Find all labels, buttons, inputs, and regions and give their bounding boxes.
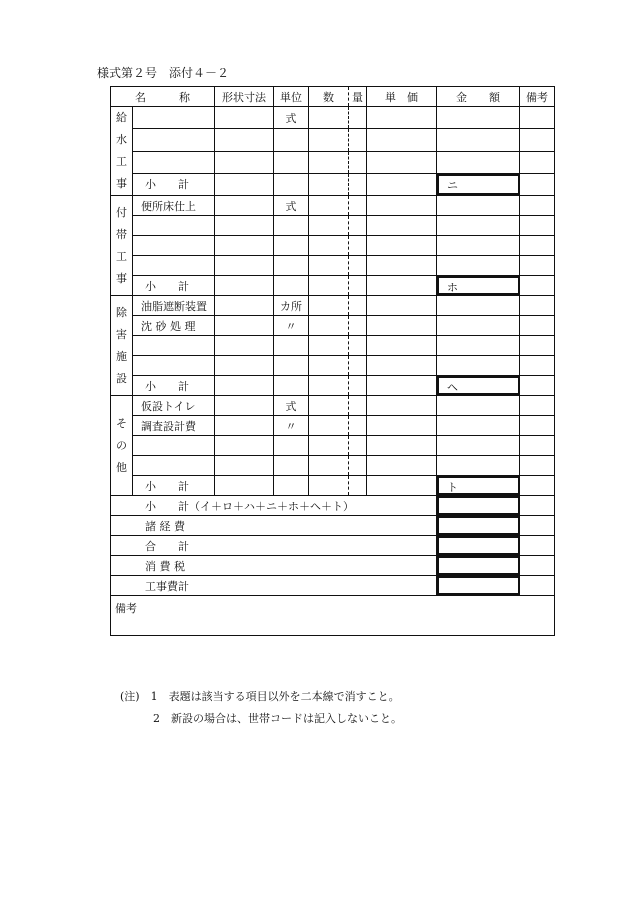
quantity-cell <box>309 436 349 456</box>
remarks-cell <box>520 316 555 336</box>
item-name: 油脂遮断装置 <box>133 296 215 316</box>
unit-cell <box>274 436 309 456</box>
amount-cell <box>437 336 520 356</box>
form-number-heading: 様式第２号 添付４－２ <box>97 66 230 80</box>
quantity-cell <box>309 276 349 296</box>
quantity-cell <box>309 336 349 356</box>
quantity-cell <box>309 456 349 476</box>
shape-cell <box>215 129 274 151</box>
remarks-cell <box>520 276 555 296</box>
quantity-cell <box>309 236 349 256</box>
unit-price-cell <box>367 456 437 476</box>
item-name <box>133 129 215 151</box>
item-name <box>133 256 215 276</box>
category-label <box>111 196 133 296</box>
item-row <box>111 129 555 151</box>
unit-cell <box>274 216 309 236</box>
unit-price-cell <box>367 151 437 173</box>
quantity-decimal-cell <box>349 316 367 336</box>
remarks-row <box>111 596 555 636</box>
item-row <box>111 336 555 356</box>
category-char: 事 <box>116 271 127 285</box>
remarks-cell <box>520 129 555 151</box>
subtotal-amount <box>437 173 520 195</box>
unit-price-cell <box>367 216 437 236</box>
category-char: 水 <box>116 133 127 146</box>
quantity-decimal-cell <box>349 196 367 216</box>
quantity-decimal-cell <box>349 436 367 456</box>
unit-cell <box>274 476 309 496</box>
item-name <box>133 456 215 476</box>
item-name <box>133 107 215 129</box>
total-amount <box>437 556 520 576</box>
quantity-cell <box>309 316 349 336</box>
category-char: 帯 <box>116 227 127 241</box>
category-char: の <box>116 438 127 452</box>
subtotal-row <box>111 276 555 296</box>
cost-breakdown-table <box>110 86 555 636</box>
category-char: 施 <box>116 349 127 363</box>
shape-cell <box>215 316 274 336</box>
item-name <box>133 336 215 356</box>
unit-cell <box>274 256 309 276</box>
header-unit-price: 単 価 <box>367 87 437 107</box>
shape-cell <box>215 256 274 276</box>
total-amount <box>437 536 520 556</box>
total-row <box>111 556 555 576</box>
total-amount-box <box>437 556 520 575</box>
total-amount <box>437 516 520 536</box>
total-amount-box <box>437 536 520 555</box>
remarks-cell <box>520 256 555 276</box>
item-row <box>111 216 555 236</box>
quantity-cell <box>309 151 349 173</box>
category-char: 事 <box>116 177 127 190</box>
total-label: 小 計（イ＋ロ＋ハ＋ニ＋ホ＋ヘ＋ト） <box>111 496 437 516</box>
unit-cell: 〃 <box>274 416 309 436</box>
category-char: 工 <box>116 249 127 263</box>
header-name: 名 称 <box>111 87 215 107</box>
quantity-decimal-cell <box>349 236 367 256</box>
remarks-cell <box>520 456 555 476</box>
category-label <box>111 396 133 496</box>
quantity-cell <box>309 476 349 496</box>
remarks-cell <box>520 416 555 436</box>
item-name: 沈 砂 処 理 <box>133 316 215 336</box>
subtotal-amount <box>437 376 520 396</box>
shape-cell <box>215 236 274 256</box>
item-row <box>111 107 555 129</box>
item-name <box>133 151 215 173</box>
total-amount <box>437 496 520 516</box>
item-name <box>133 216 215 236</box>
unit-cell <box>274 376 309 396</box>
category-char: 設 <box>116 371 127 385</box>
subtotal-amount <box>437 276 520 296</box>
quantity-decimal-cell <box>349 476 367 496</box>
header-unit: 単位 <box>274 87 309 107</box>
remarks-cell <box>520 296 555 316</box>
category-char: 工 <box>116 155 127 168</box>
unit-price-cell <box>367 236 437 256</box>
item-row <box>111 196 555 216</box>
quantity-decimal-cell <box>349 356 367 376</box>
remarks-label: 備考 <box>111 596 555 636</box>
remarks-cell <box>520 107 555 129</box>
unit-cell <box>274 173 309 195</box>
remarks-cell <box>520 576 555 596</box>
unit-price-cell <box>367 256 437 276</box>
subtotal-label: 小 計 <box>133 276 215 296</box>
category-char: 除 <box>116 305 127 319</box>
total-amount <box>437 576 520 596</box>
amount-cell <box>437 396 520 416</box>
shape-cell <box>215 476 274 496</box>
quantity-cell <box>309 396 349 416</box>
quantity-decimal-cell <box>349 336 367 356</box>
remarks-cell <box>520 476 555 496</box>
total-row <box>111 516 555 536</box>
total-amount-box <box>437 496 520 515</box>
quantity-decimal-cell <box>349 256 367 276</box>
item-name: 仮設トイレ <box>133 396 215 416</box>
item-row <box>111 416 555 436</box>
remarks-cell <box>520 356 555 376</box>
item-row <box>111 396 555 416</box>
unit-price-cell <box>367 107 437 129</box>
header-row <box>111 87 555 107</box>
unit-price-cell <box>367 396 437 416</box>
unit-cell <box>274 151 309 173</box>
subtotal-label: 小 計 <box>133 476 215 496</box>
item-name: 便所床仕上 <box>133 196 215 216</box>
amount-cell <box>437 256 520 276</box>
unit-cell: 式 <box>274 107 309 129</box>
header-amount: 金 額 <box>437 87 520 107</box>
subtotal-label: 小 計 <box>133 376 215 396</box>
unit-cell <box>274 456 309 476</box>
item-row <box>111 151 555 173</box>
shape-cell <box>215 436 274 456</box>
remarks-cell <box>520 216 555 236</box>
item-name: 調査設計費 <box>133 416 215 436</box>
subtotal-marker: ニ <box>437 174 520 195</box>
shape-cell <box>215 173 274 195</box>
quantity-cell <box>309 376 349 396</box>
unit-cell: 式 <box>274 396 309 416</box>
amount-cell <box>437 436 520 456</box>
shape-cell <box>215 151 274 173</box>
item-row <box>111 436 555 456</box>
quantity-decimal-cell <box>349 151 367 173</box>
total-label: 工事費計 <box>111 576 437 596</box>
remarks-cell <box>520 556 555 576</box>
category-char: そ <box>116 416 127 430</box>
note-2: 2 新設の場合は、世帯コードは記入しないこと。 <box>120 712 402 725</box>
quantity-decimal-cell <box>349 296 367 316</box>
header-quantity-b: 量 <box>349 87 367 107</box>
quantity-decimal-cell <box>349 216 367 236</box>
shape-cell <box>215 376 274 396</box>
shape-cell <box>215 416 274 436</box>
remarks-cell <box>520 496 555 516</box>
unit-cell: 式 <box>274 196 309 216</box>
category-char: 付 <box>116 205 127 219</box>
subtotal-row <box>111 376 555 396</box>
shape-cell <box>215 276 274 296</box>
amount-cell <box>437 456 520 476</box>
remarks-cell <box>520 376 555 396</box>
total-row <box>111 536 555 556</box>
category-label <box>111 107 133 196</box>
category-label <box>111 296 133 396</box>
subtotal-amount <box>437 476 520 496</box>
quantity-cell <box>309 173 349 195</box>
unit-price-cell <box>367 129 437 151</box>
total-label: 諸 経 費 <box>111 516 437 536</box>
amount-cell <box>437 356 520 376</box>
amount-cell <box>437 416 520 436</box>
item-name <box>133 236 215 256</box>
quantity-decimal-cell <box>349 396 367 416</box>
quantity-decimal-cell <box>349 416 367 436</box>
quantity-cell <box>309 107 349 129</box>
category-char: 給 <box>116 111 127 124</box>
shape-cell <box>215 296 274 316</box>
item-name <box>133 436 215 456</box>
unit-price-cell <box>367 173 437 195</box>
amount-cell <box>437 296 520 316</box>
unit-cell <box>274 236 309 256</box>
header-quantity-a: 数 <box>309 87 349 107</box>
remarks-cell <box>520 516 555 536</box>
remarks-cell <box>520 336 555 356</box>
unit-cell <box>274 276 309 296</box>
note-1: (注) 1 表題は該当する項目以外を二本線で消すこと。 <box>120 690 400 703</box>
quantity-cell <box>309 296 349 316</box>
quantity-decimal-cell <box>349 456 367 476</box>
subtotal-row <box>111 476 555 496</box>
item-row <box>111 316 555 336</box>
unit-price-cell <box>367 376 437 396</box>
item-name <box>133 356 215 376</box>
amount-cell <box>437 216 520 236</box>
total-label: 合 計 <box>111 536 437 556</box>
unit-cell <box>274 356 309 376</box>
item-row <box>111 456 555 476</box>
shape-cell <box>215 356 274 376</box>
unit-price-cell <box>367 436 437 456</box>
unit-cell <box>274 336 309 356</box>
shape-cell <box>215 456 274 476</box>
amount-cell <box>437 107 520 129</box>
unit-price-cell <box>367 476 437 496</box>
subtotal-marker: ホ <box>437 276 520 295</box>
header-remarks: 備考 <box>520 87 555 107</box>
quantity-cell <box>309 416 349 436</box>
subtotal-marker: ヘ <box>437 376 520 395</box>
amount-cell <box>437 151 520 173</box>
quantity-decimal-cell <box>349 376 367 396</box>
total-row <box>111 576 555 596</box>
quantity-decimal-cell <box>349 129 367 151</box>
unit-price-cell <box>367 276 437 296</box>
amount-cell <box>437 196 520 216</box>
amount-cell <box>437 129 520 151</box>
category-char: 害 <box>116 327 127 341</box>
unit-price-cell <box>367 196 437 216</box>
amount-cell <box>437 316 520 336</box>
quantity-decimal-cell <box>349 173 367 195</box>
shape-cell <box>215 107 274 129</box>
remarks-cell <box>520 151 555 173</box>
unit-price-cell <box>367 296 437 316</box>
header-shape: 形状寸法 <box>215 87 274 107</box>
item-row <box>111 236 555 256</box>
total-row <box>111 496 555 516</box>
unit-price-cell <box>367 416 437 436</box>
quantity-cell <box>309 196 349 216</box>
unit-price-cell <box>367 356 437 376</box>
item-row <box>111 256 555 276</box>
subtotal-row <box>111 173 555 195</box>
shape-cell <box>215 396 274 416</box>
subtotal-label: 小 計 <box>133 173 215 195</box>
shape-cell <box>215 216 274 236</box>
unit-cell <box>274 129 309 151</box>
remarks-cell <box>520 396 555 416</box>
shape-cell <box>215 196 274 216</box>
subtotal-marker: ト <box>437 476 520 495</box>
remarks-cell <box>520 173 555 195</box>
item-row <box>111 296 555 316</box>
remarks-cell <box>520 196 555 216</box>
category-char: 他 <box>116 460 127 474</box>
remarks-cell <box>520 236 555 256</box>
quantity-cell <box>309 216 349 236</box>
quantity-cell <box>309 256 349 276</box>
quantity-decimal-cell <box>349 107 367 129</box>
total-amount-box <box>437 516 520 535</box>
unit-cell: 〃 <box>274 316 309 336</box>
amount-cell <box>437 236 520 256</box>
remarks-cell <box>520 536 555 556</box>
notes-section <box>120 686 402 730</box>
quantity-decimal-cell <box>349 276 367 296</box>
unit-price-cell <box>367 336 437 356</box>
total-label: 消 費 税 <box>111 556 437 576</box>
unit-cell: カ所 <box>274 296 309 316</box>
item-row <box>111 356 555 376</box>
shape-cell <box>215 336 274 356</box>
total-amount-box <box>437 576 520 595</box>
unit-price-cell <box>367 316 437 336</box>
remarks-cell <box>520 436 555 456</box>
quantity-cell <box>309 356 349 376</box>
quantity-cell <box>309 129 349 151</box>
